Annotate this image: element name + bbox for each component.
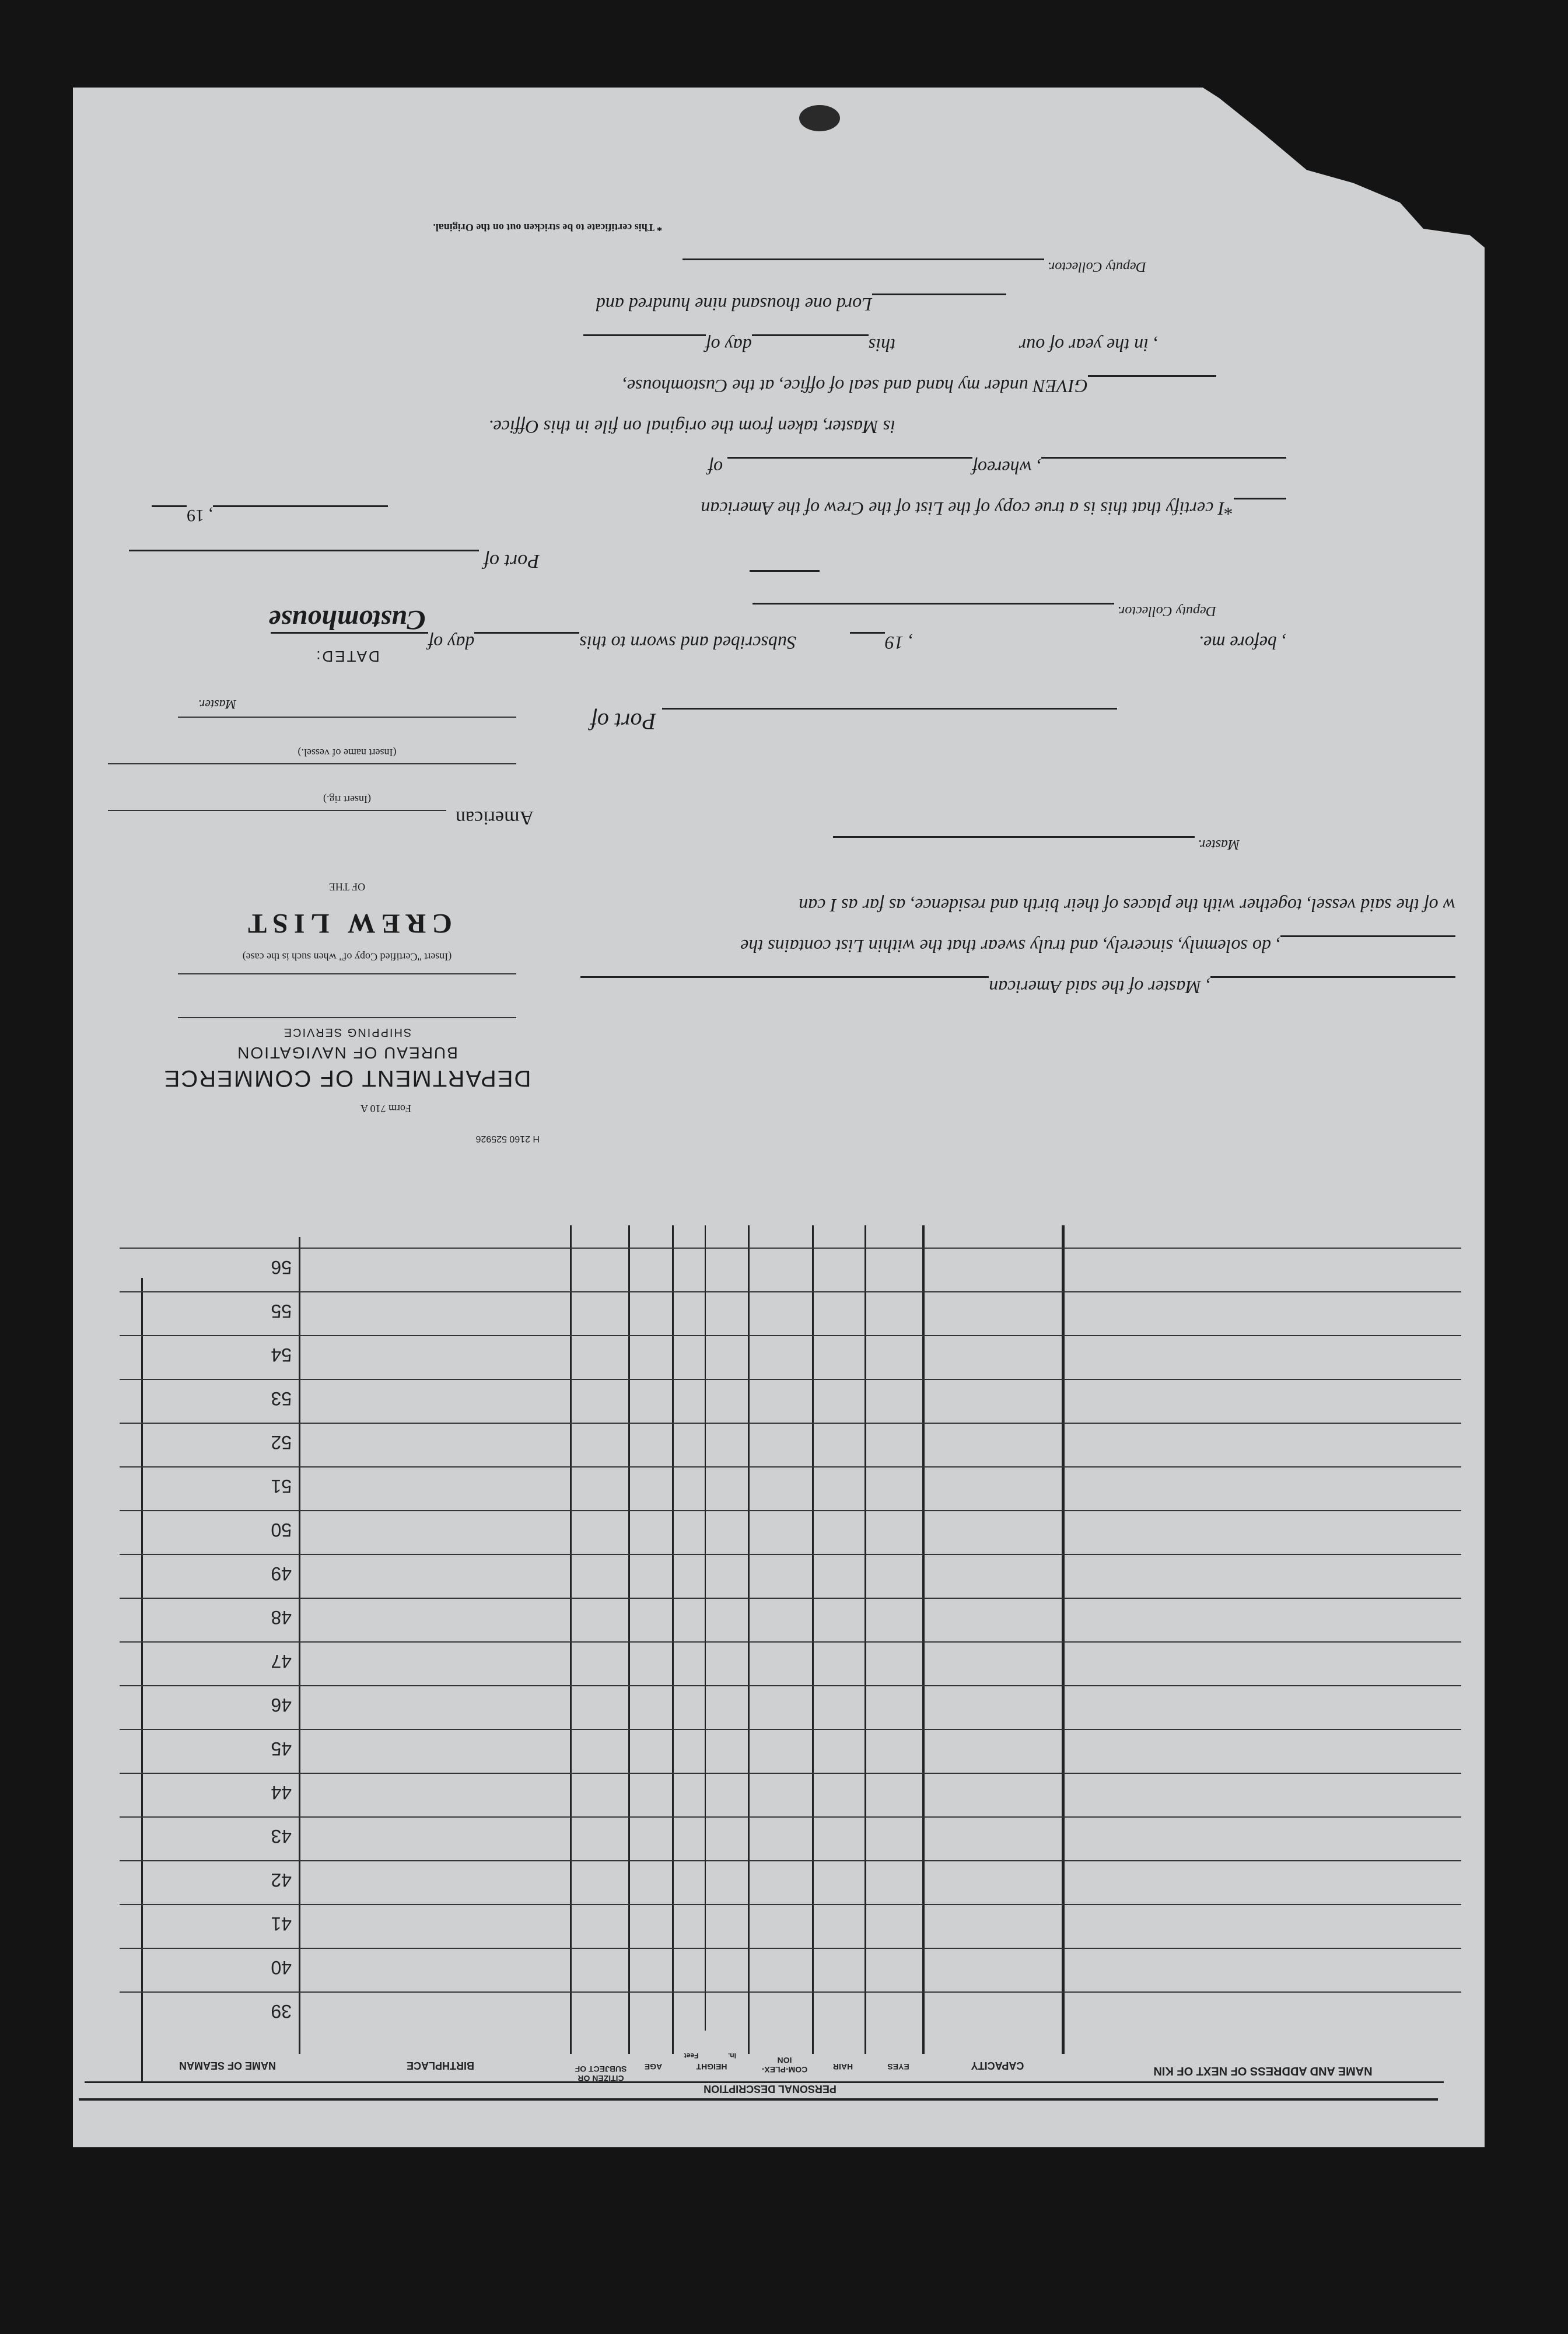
crew-list-page: [73, 88, 1485, 2147]
cover-master-label: Master.: [198, 697, 236, 712]
col-rule-feet: [705, 1225, 706, 2031]
whereof-text: , whereof: [972, 457, 1041, 478]
crew-list-title: CREW LIST: [242, 908, 452, 939]
col-rule-capacity: [1062, 1225, 1065, 2054]
row-number: 53: [271, 1388, 292, 1409]
divider-short: [750, 570, 820, 572]
subscribed-text: Subscribed and sworn to this: [579, 633, 796, 654]
master-rule: [178, 717, 516, 718]
cover-port-blank: [129, 550, 479, 571]
row-number: 54: [271, 1344, 292, 1365]
table-row: [120, 1991, 1461, 1993]
port-of-heading: [591, 708, 1117, 735]
certify-text: *I certify that this is a true copy of the List of the Crew of the American: [701, 498, 1234, 519]
row-number: 44: [271, 1782, 292, 1803]
header-height: HEIGHT: [696, 2062, 727, 2071]
year-of-our-text: , in the year of our: [1019, 335, 1158, 356]
header-next-of-kin: NAME AND ADDRESS OF NEXT OF KIN: [1153, 2064, 1373, 2077]
col-rule-complexion: [812, 1225, 814, 2054]
day-of-text: day of: [428, 633, 475, 654]
oath-line-1: [580, 976, 1455, 998]
row-number: 47: [271, 1651, 292, 1672]
given-line: [622, 375, 1216, 397]
table-row: [120, 1423, 1461, 1424]
row-number: 50: [271, 1519, 292, 1540]
deputy-collector-blank: [752, 603, 1114, 619]
deputy-collector-label-2: Deputy Collector.: [1047, 259, 1146, 274]
header-name-of-seaman: NAME OF SEAMAN: [179, 2060, 276, 2071]
bureau-title: BUREAU OF NAVIGATION: [236, 1044, 458, 1062]
master-name-blank: [1210, 976, 1455, 997]
table-row: [120, 1510, 1461, 1511]
row-number: 39: [271, 2001, 292, 2022]
oath-line-2: [740, 935, 1455, 957]
header-capacity: CAPACITY: [971, 2060, 1024, 2071]
crew-of-vessel-text: w of the said vessel, together with the places of their birth and residence, as far as I can: [799, 895, 1455, 916]
row-number: 51: [271, 1476, 292, 1497]
row-number: 43: [271, 1826, 292, 1847]
table-row: [120, 1466, 1461, 1468]
before-me-text: , before me.: [1199, 633, 1286, 654]
certify-line-2: [708, 457, 1286, 478]
table-row: [120, 1904, 1461, 1905]
row-number: 55: [271, 1301, 292, 1322]
cover-port-of-label: Port of: [484, 550, 540, 572]
row-number: 40: [271, 1957, 292, 1978]
table-row: [120, 1291, 1461, 1292]
certify-of-blank: [727, 457, 972, 477]
copy-rule: [178, 973, 516, 974]
port-of-label: Port of: [590, 708, 656, 735]
rig-rule: [108, 810, 446, 811]
subscribed-line: [1199, 632, 1286, 654]
table-header-left-rule: [141, 1278, 143, 2083]
col-rule-age: [672, 1225, 674, 2054]
cover-rule: [178, 1017, 516, 1018]
this-label: this: [868, 335, 895, 356]
table-row: [120, 1860, 1461, 1861]
header-inches: In.: [728, 2052, 736, 2060]
deputy-collector-2: [682, 258, 1146, 274]
table-row: [120, 1554, 1461, 1555]
this-day-line-b: [583, 334, 895, 356]
row-number: 52: [271, 1432, 292, 1453]
given-month-blank: [583, 334, 706, 355]
department-title: DEPARTMENT OF COMMERCE: [163, 1065, 531, 1091]
of-the-label: OF THE: [328, 881, 366, 893]
nineteen-text: , 19: [885, 633, 913, 654]
personal-subhead-rule: [674, 2082, 860, 2083]
insert-rig: (Insert rig.): [323, 794, 371, 805]
punch-hole: [799, 105, 840, 131]
master-signature-blank: [833, 836, 1195, 852]
do-solemnly-text: , do solemnly, sincerely, and truly swear that the within List contains the: [740, 936, 1280, 957]
subscribed-year-blank: [850, 632, 885, 652]
customhouse-label: Customhouse: [268, 605, 426, 635]
rotated-form: [73, 88, 1485, 2147]
certify-line: [701, 498, 1286, 519]
certificate-footnote: * This certificate to be stricken out on the Original.: [433, 222, 662, 233]
row-number: 56: [271, 1257, 292, 1278]
header-citizen: CITIZEN OR SUBJECT OF: [575, 2064, 627, 2083]
certify-vessel-blank: [1234, 498, 1286, 518]
american-label: American: [455, 807, 534, 829]
col-rule-name: [299, 1237, 300, 2054]
cover-date-blank: [213, 505, 388, 525]
row-number: 42: [271, 1870, 292, 1891]
given-place-blank: [1088, 375, 1216, 396]
header-age: AGE: [644, 2062, 663, 2071]
cover-year-blank: [152, 505, 187, 525]
given-day-of-text: day of: [705, 335, 752, 356]
this-day-line: [1019, 334, 1158, 356]
given-day-blank: [752, 334, 869, 355]
table-row: [120, 1335, 1461, 1336]
col-rule-eyes: [922, 1225, 925, 2054]
row-number: 41: [271, 1913, 292, 1934]
insert-vessel: (Insert name of vessel.): [298, 747, 397, 759]
header-eyes: EYES: [887, 2062, 909, 2071]
table-row: [120, 1816, 1461, 1818]
lord-line: [596, 294, 1006, 315]
deputy-collector-label: Deputy Collector.: [1117, 603, 1216, 619]
vessel-rule: [108, 763, 516, 764]
table-row: [120, 1598, 1461, 1599]
given-text: GIVEN under my hand and seal of office, at the Customhouse,: [622, 376, 1088, 397]
header-complexion: COM-PLEX-ION: [761, 2056, 808, 2074]
oath-line-3: [799, 895, 1455, 916]
of-label: of: [708, 457, 723, 478]
header-feet: Feet: [684, 2052, 699, 2060]
table-row: [120, 1685, 1461, 1686]
table-row: [120, 1641, 1461, 1643]
table-row: [120, 1248, 1461, 1249]
is-master-text: is Master, taken from the original on file in this Office.: [488, 417, 895, 438]
col-rule-citizen: [628, 1225, 630, 2054]
cover-port-line: [129, 550, 540, 572]
table-row: [120, 1729, 1461, 1730]
header-hair: HAIR: [832, 2062, 853, 2071]
master-label: Master.: [1198, 837, 1240, 852]
table-row: [120, 1379, 1461, 1380]
port-name-blank: [1280, 935, 1455, 956]
form-number: Form 710 A: [360, 1103, 411, 1114]
col-rule-hair: [864, 1225, 866, 2054]
row-number: 48: [271, 1607, 292, 1628]
service-title: SHIPPING SERVICE: [282, 1026, 412, 1039]
dated-label: DATED:: [314, 648, 380, 665]
deputy-collector-1: [752, 603, 1216, 619]
is-master-line: [489, 416, 895, 438]
row-number: 46: [271, 1694, 292, 1715]
col-rule-height: [748, 1225, 750, 2054]
cover-date-line: [152, 505, 388, 525]
print-code: H 2160 525926: [475, 1134, 540, 1144]
col-rule-birthplace: [570, 1225, 572, 2054]
vessel-name-blank: [580, 976, 989, 997]
row-number: 49: [271, 1563, 292, 1584]
oath-master-signature: [833, 836, 1240, 852]
lord-text: Lord one thousand nine hundred and: [596, 294, 872, 315]
deputy-collector-blank-2: [682, 258, 1044, 274]
port-of-blank: [662, 708, 1117, 733]
table-row: [120, 1948, 1461, 1949]
master-of-said-american-text: , Master of the said American: [989, 977, 1210, 998]
header-birthplace: BIRTHPLACE: [407, 2060, 474, 2071]
table-row: [120, 1773, 1461, 1774]
row-number: 45: [271, 1738, 292, 1759]
table-top-border: [79, 2098, 1438, 2101]
insert-certified-copy: (Insert "Certified Copy of" when such is the case): [242, 951, 452, 963]
cover-year-label: , 19: [187, 506, 213, 525]
certify-master-blank: [1041, 457, 1286, 477]
header-personal-description: PERSONAL DESCRIPTION: [704, 2083, 836, 2095]
subscribed-year: [850, 632, 913, 654]
lord-year-blank: [872, 294, 1006, 314]
